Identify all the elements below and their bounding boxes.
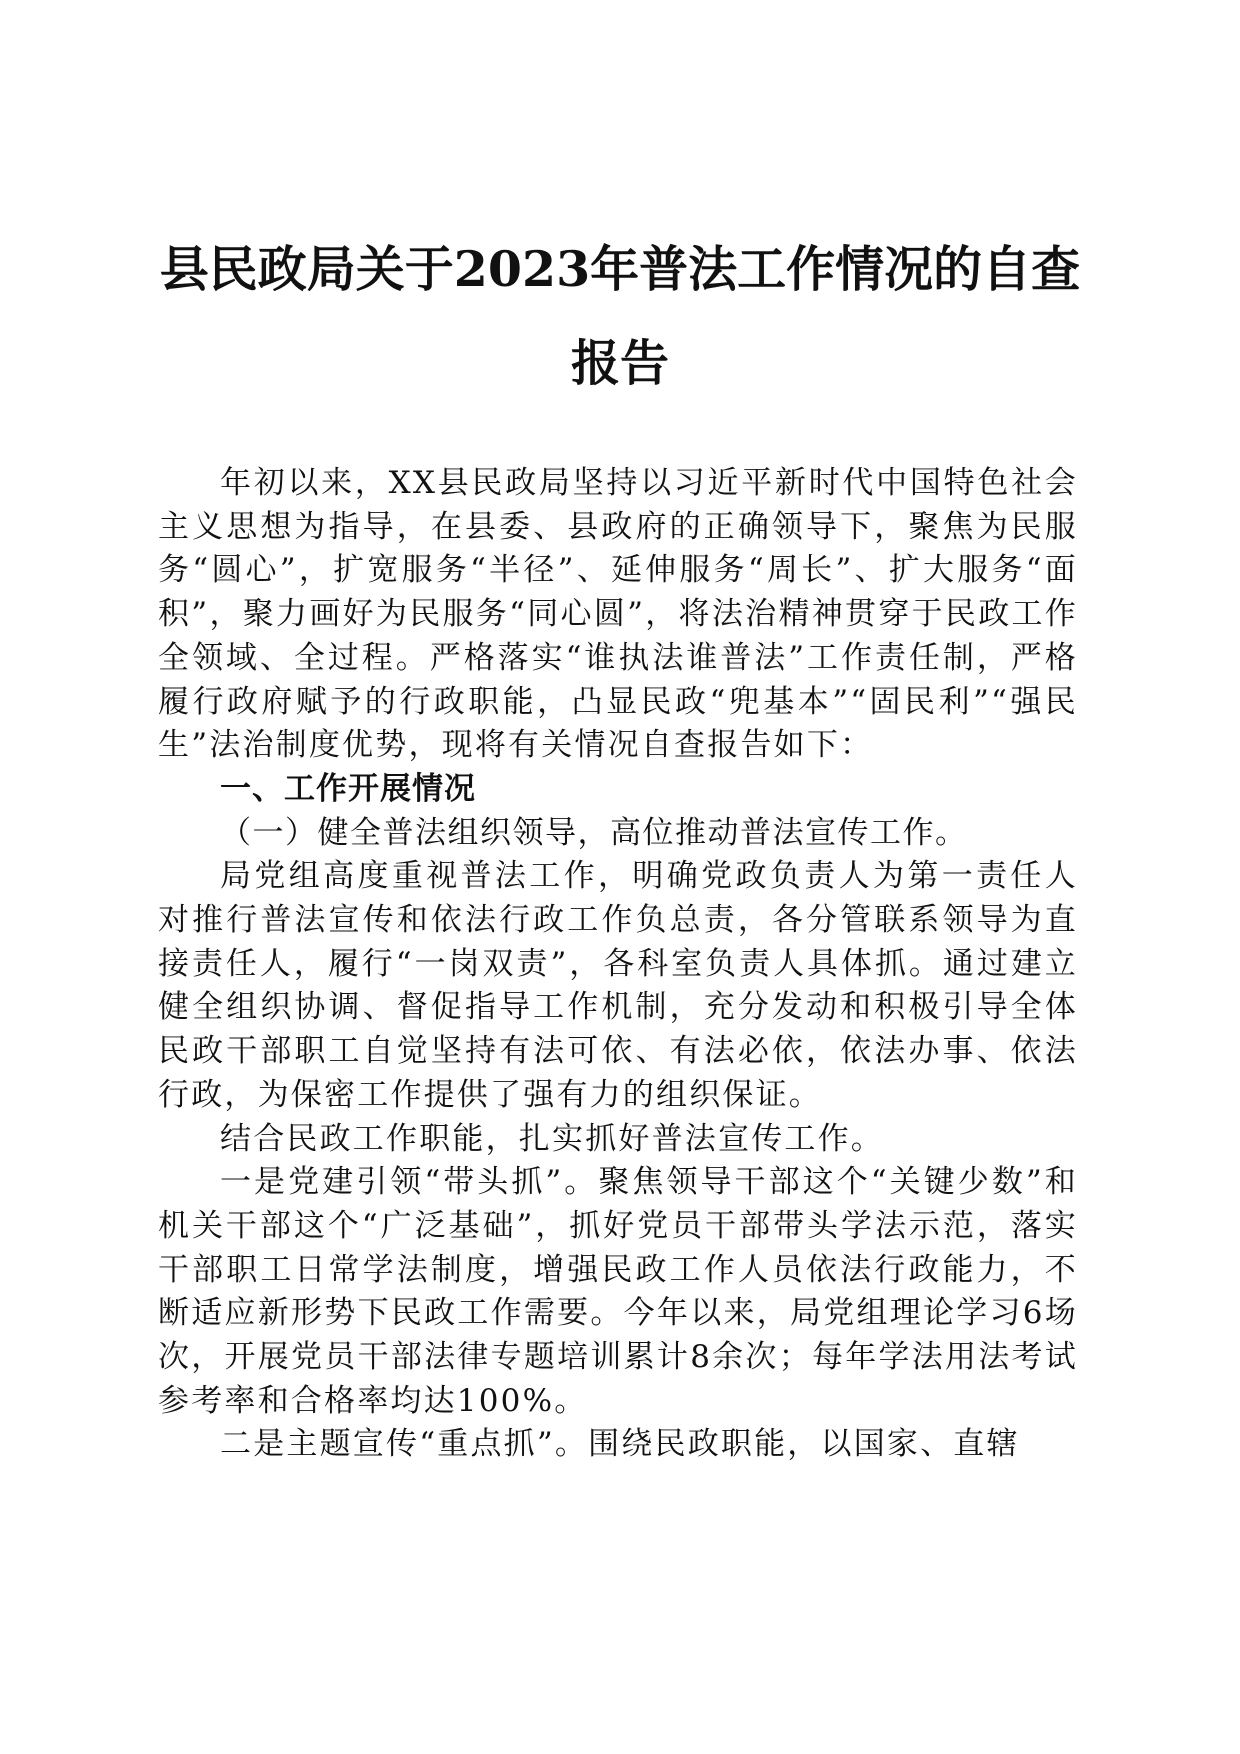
document-title: 县民政局关于2023年普法工作情况的自查报告 — [159, 240, 1081, 392]
subsection-heading: （一）健全普法组织领导，高位推动普法宣传工作。 — [220, 814, 968, 851]
body-paragraph: 一是党建引领“带头抓”。聚焦领导干部这个“关键少数”和机关干部这个“广泛基础”，抓好党员干部带头学法示范，落实干部职工日常学法制度，增强民政工作人员依法行政能力，不断适应新形势下民政工作需要。今年以来，局党组理论学习6场次，开展党员干部法律专题培训累计8余次；每年学法用法考试参考率和合格率均达100%。 — [158, 1164, 1078, 1419]
body-paragraph: 二是主题宣传“重点抓”。围绕民政职能，以国家、直辖 — [220, 1426, 1020, 1463]
body-paragraph: 局党组高度重视普法工作，明确党政负责人为第一责任人对推行普法宣传和依法行政工作负总责，各分管联系领导为直接责任人，履行“一岗双责”，各科室负责人具体抓。通过建立健全组织协调、督促指导工作机制，充分发动和积极引导全体民政干部职工自觉坚持有法可依、有法必依，依法办事、依法行政，为保密工作提供了强有力的组织保证。 — [158, 858, 1078, 1113]
document-body — [158, 462, 1078, 1467]
body-paragraph: 结合民政工作职能，扎实抓好普法宣传工作。 — [220, 1120, 884, 1157]
intro-paragraph: 年初以来，XX县民政局坚持以习近平新时代中国特色社会主义思想为指导，在县委、县政府的正确领导下，聚焦为民服务“圆心”，扩宽服务“半径”、延伸服务“周长”、扩大服务“面积”，聚力画好为民服务“同心圆”，将法治精神贯穿于民政工作全领域、全过程。严格落实“谁执法谁普法”工作责任制，严格履行政府赋予的行政职能，凸显民政“兜基本”“固民利”“强民生”法治制度优势，现将有关情况自查报告如下： — [158, 465, 1078, 764]
section-heading: 一、工作开展情况 — [220, 770, 476, 807]
